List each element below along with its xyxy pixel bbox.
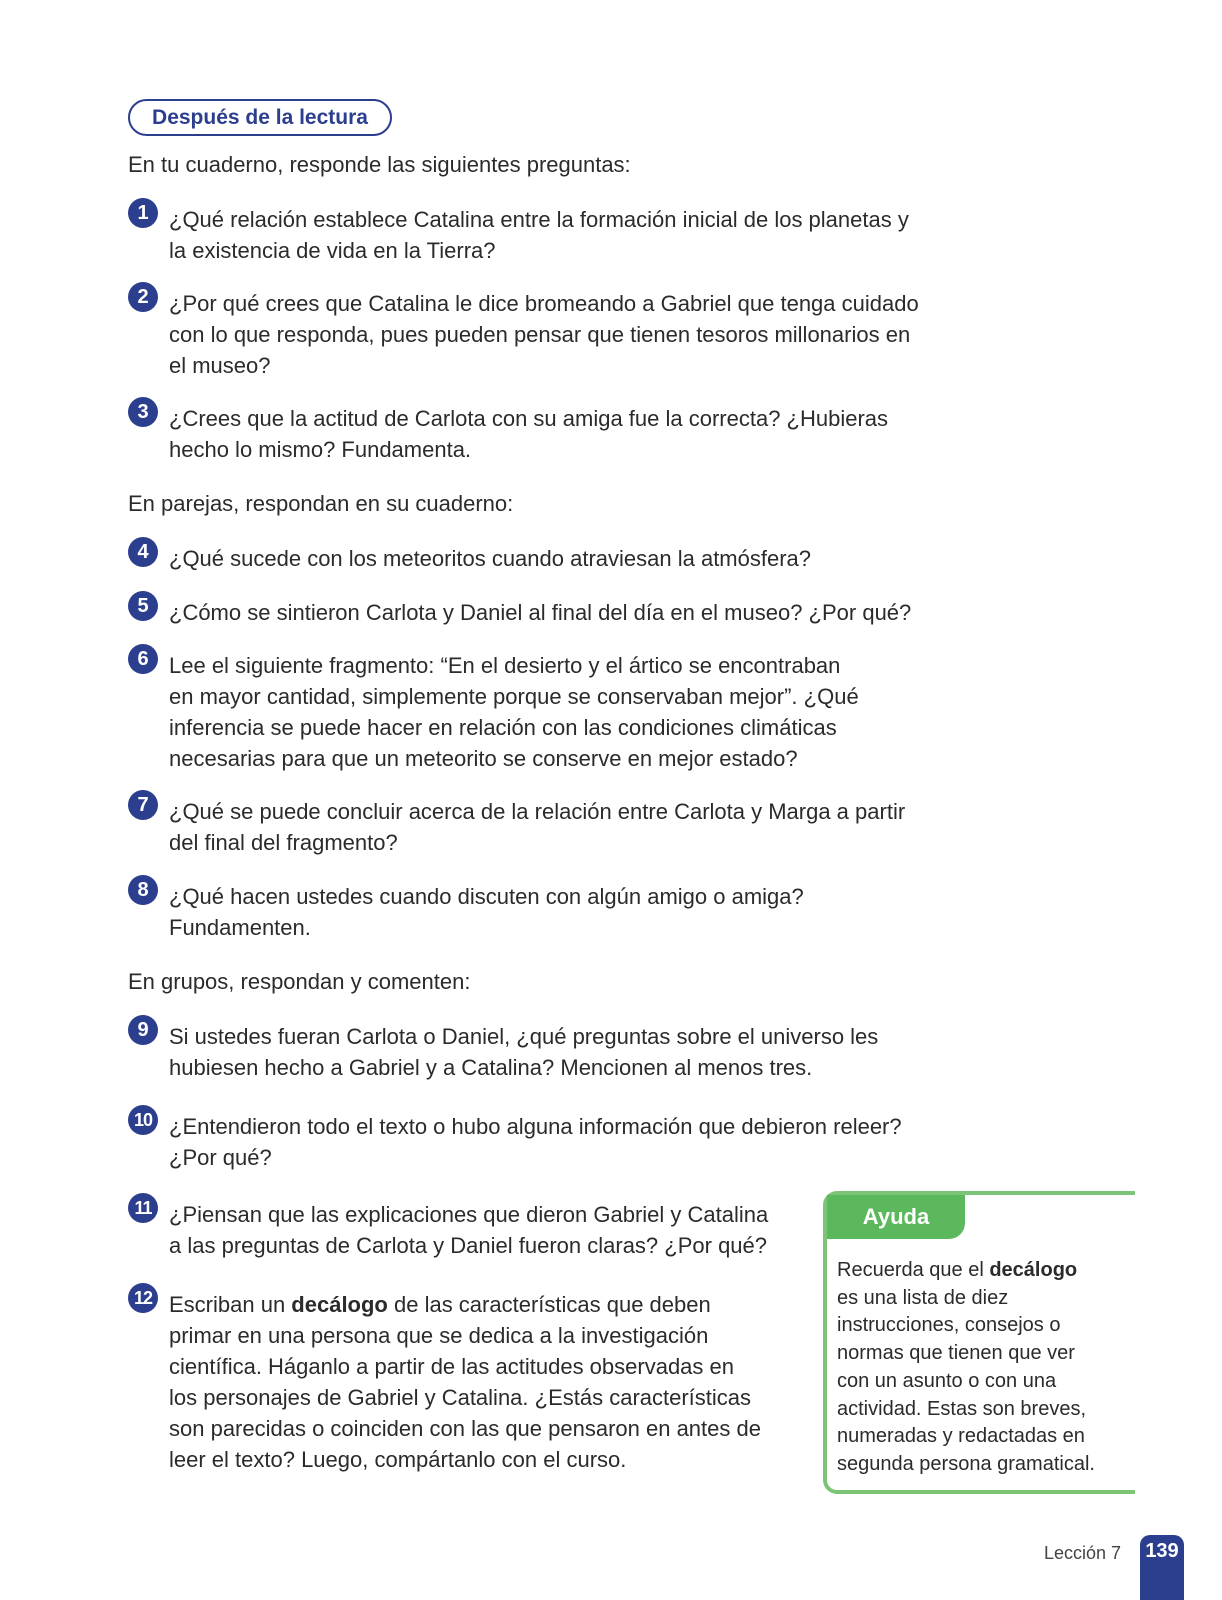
question-12 <box>128 1289 761 1475</box>
question-text <box>169 403 888 465</box>
question-line: la existencia de vida en la Tierra? <box>169 238 496 263</box>
question-number: 1 <box>128 198 158 228</box>
question-4 <box>128 540 812 574</box>
question-number: 11 <box>128 1193 158 1223</box>
question-number: 2 <box>128 282 158 312</box>
question-line: hubiesen hecho a Gabriel y a Catalina? Mencionen al menos tres. <box>169 1055 813 1080</box>
question-2 <box>128 285 919 381</box>
question-line: en mayor cantidad, simplemente porque se conservaban mejor”. ¿Qué <box>169 684 859 709</box>
question-3 <box>128 400 889 465</box>
question-line: ¿Por qué crees que Catalina le dice bromeando a Gabriel que tenga cuidado <box>169 291 919 316</box>
question-text <box>169 1111 902 1173</box>
question-11 <box>128 1199 768 1261</box>
question-line: ¿Cómo se sintieron Carlota y Daniel al final del día en el museo? ¿Por qué? <box>169 600 912 625</box>
question-line: primar en una persona que se dedica a la investigación <box>169 1323 709 1348</box>
question-9 <box>128 1018 879 1083</box>
question-line: del final del fragmento? <box>169 830 398 855</box>
question-text-run: de las características que deben <box>387 1292 711 1317</box>
question-text <box>169 796 905 858</box>
question-line: el museo? <box>169 353 271 378</box>
question-line: ¿Qué hacen ustedes cuando discuten con algún amigo o amiga? <box>169 884 804 909</box>
page-number: 139 <box>1140 1535 1184 1600</box>
question-10 <box>128 1111 902 1173</box>
question-7 <box>128 793 906 858</box>
question-line: ¿Entendieron todo el texto o hubo alguna información que debieron releer? <box>169 1114 902 1139</box>
question-line: inferencia se puede hacer en relación con las condiciones climáticas <box>169 715 837 740</box>
question-line: científica. Háganlo a partir de las actitudes observadas en <box>169 1354 734 1379</box>
help-line: segunda persona gramatical. <box>837 1452 1095 1475</box>
question-text <box>169 881 804 943</box>
help-title: Ayuda <box>827 1195 965 1239</box>
question-number: 8 <box>128 875 158 905</box>
help-text <box>837 1257 1131 1479</box>
question-line: necesarias para que un meteorito se conserve en mejor estado? <box>169 746 798 771</box>
question-text <box>169 650 859 774</box>
question-number: 5 <box>128 591 158 621</box>
question-line: son parecidas o coinciden con las que pensaron en antes de <box>169 1416 761 1441</box>
help-line: normas que tienen que ver <box>837 1342 1075 1365</box>
question-text <box>169 1021 878 1083</box>
help-line: es una lista de diez <box>837 1286 1009 1309</box>
question-1 <box>128 201 909 266</box>
help-bold-term: decálogo <box>989 1259 1078 1281</box>
question-text <box>169 204 909 266</box>
lesson-label: Lección 7 <box>1044 1543 1122 1563</box>
section-intro-groups: En grupos, respondan y comenten: <box>128 969 471 994</box>
question-8 <box>128 878 804 943</box>
question-6 <box>128 647 859 774</box>
question-number: 7 <box>128 790 158 820</box>
question-number: 12 <box>128 1283 158 1313</box>
section-intro-pairs: En parejas, respondan en su cuaderno: <box>128 491 514 516</box>
question-bold-term: decálogo <box>291 1292 388 1317</box>
question-line: a las preguntas de Carlota y Daniel fueron claras? ¿Por qué? <box>169 1233 768 1258</box>
question-line <box>169 1289 761 1320</box>
question-text-run: Escriban un <box>169 1292 292 1317</box>
question-number: 6 <box>128 644 158 674</box>
question-text <box>169 1199 768 1261</box>
question-line: Si ustedes fueran Carlota o Daniel, ¿qué preguntas sobre el universo les <box>169 1024 879 1049</box>
help-line <box>837 1257 1131 1285</box>
question-line: ¿Qué relación establece Catalina entre la formación inicial de los planetas y <box>169 207 909 232</box>
help-line: con un asunto o con una <box>837 1369 1057 1392</box>
help-box <box>823 1191 1135 1494</box>
help-line: instrucciones, consejos o <box>837 1314 1061 1337</box>
question-text <box>169 597 911 628</box>
question-number: 3 <box>128 397 158 427</box>
question-line: ¿Piensan que las explicaciones que dieron Gabriel y Catalina <box>169 1202 769 1227</box>
question-line: con lo que responda, pues pueden pensar que tienen tesoros millonarios en <box>169 322 911 347</box>
question-line: Fundamenten. <box>169 915 311 940</box>
question-text <box>169 288 919 381</box>
question-line: leer el texto? Luego, compártanlo con el curso. <box>169 1447 627 1472</box>
question-line: ¿Qué sucede con los meteoritos cuando atraviesan la atmósfera? <box>169 546 812 571</box>
question-text <box>169 1289 761 1475</box>
section-pill <box>128 99 392 136</box>
question-line: ¿Por qué? <box>169 1145 272 1170</box>
section-intro-individual: En tu cuaderno, responde las siguientes preguntas: <box>128 152 631 177</box>
help-line: actividad. Estas son breves, <box>837 1397 1087 1420</box>
question-line: ¿Crees que la actitud de Carlota con su amiga fue la correcta? ¿Hubieras <box>169 406 889 431</box>
help-text-run: Recuerda que el <box>837 1259 990 1281</box>
question-line: hecho lo mismo? Fundamenta. <box>169 437 472 462</box>
question-number: 10 <box>128 1105 158 1135</box>
question-line: los personajes de Gabriel y Catalina. ¿Estás características <box>169 1385 752 1410</box>
question-number: 9 <box>128 1015 158 1045</box>
question-number: 4 <box>128 537 158 567</box>
help-line: numeradas y redactadas en <box>837 1425 1085 1448</box>
section-pill-label: Después de la lectura <box>152 105 368 129</box>
question-line: ¿Qué se puede concluir acerca de la relación entre Carlota y Marga a partir <box>169 799 906 824</box>
question-line: Lee el siguiente fragmento: “En el desierto y el ártico se encontraban <box>169 653 841 678</box>
question-5 <box>128 594 912 628</box>
question-text <box>169 543 811 574</box>
